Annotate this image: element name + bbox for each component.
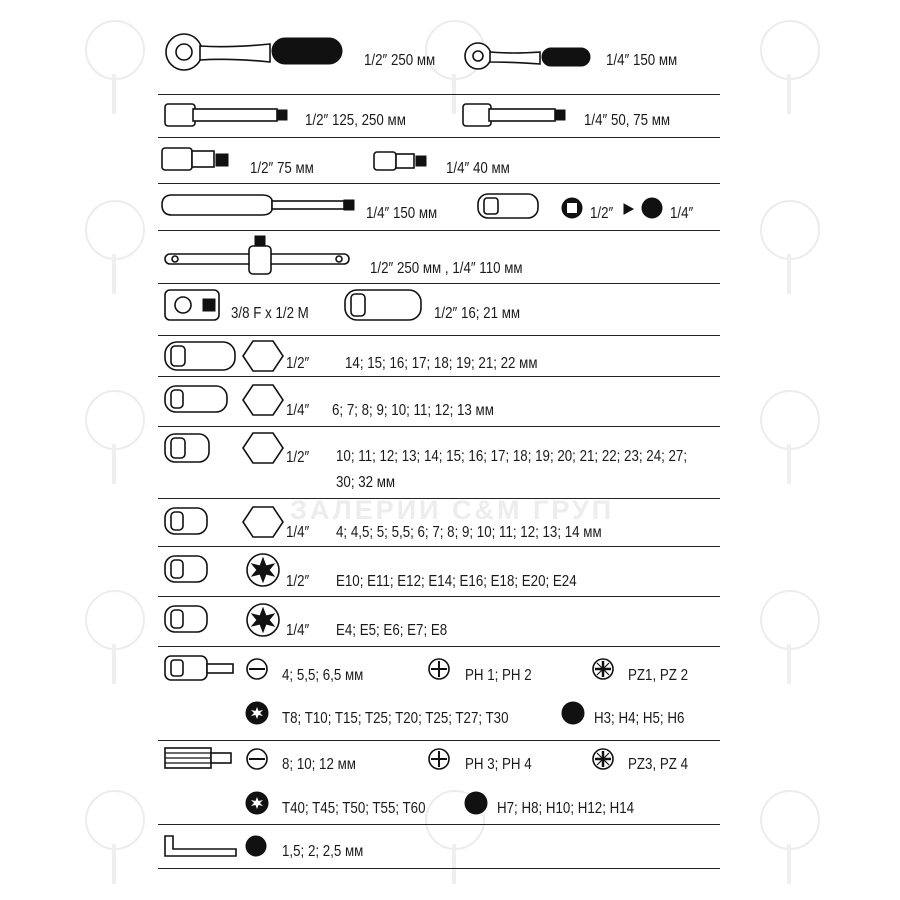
ratchet-small-icon xyxy=(462,40,602,80)
ratchet-large-label: 1/2″ 250 мм xyxy=(364,52,436,69)
pozidriv-long-bit-sizes: PZ3, PZ 4 xyxy=(628,756,689,773)
hex-key-sizes: 1,5; 2; 2,5 мм xyxy=(282,843,364,860)
spark-plug-socket-label: 1/2″ 16; 21 мм xyxy=(434,305,521,322)
socket-half-sizes: 10; 11; 12; 13; 14; 15; 16; 17; 18; 19; 20; 21; 22; 23; 24; 27; 30; 32 мм xyxy=(336,448,688,491)
socket-quarter-sizes: 4; 4,5; 5; 5,5; 6; 7; 8; 9; 10; 11; 12; 13; 14 мм xyxy=(336,524,602,541)
socket-half-icon xyxy=(165,432,285,468)
etorx-socket-half-icon xyxy=(165,554,285,590)
deep-socket-quarter-drive: 1/4″ xyxy=(286,402,310,419)
pozidriv-bit-sizes: PZ1, PZ 2 xyxy=(628,667,689,684)
universal-joint-large-icon xyxy=(162,146,242,176)
etorx-half-drive: 1/2″ xyxy=(286,573,310,590)
watermark-text: ЗАЛЕРИИ С&М ГРУП xyxy=(290,495,615,525)
torx-bit-sizes: T8; T10; T15; T25; T20; T25; T27; T30 xyxy=(282,710,509,727)
hex-key-icon xyxy=(162,834,242,860)
adaptor-from-label: 1/2″ xyxy=(590,205,614,222)
etorx-quarter-drive: 1/4″ xyxy=(286,622,310,639)
adaptor-to-label: 1/4″ xyxy=(670,205,694,222)
extension-small-label: 1/4″ 50, 75 мм xyxy=(584,112,671,129)
universal-joint-large-label: 1/2″ 75 мм xyxy=(250,160,314,177)
deep-socket-icon xyxy=(165,340,285,374)
watermark-logo xyxy=(85,390,145,450)
square-drive-icon xyxy=(562,198,586,222)
hex-key-end-icon xyxy=(246,836,270,860)
extension-large-label: 1/2″ 125, 250 мм xyxy=(305,112,406,129)
watermark-logo xyxy=(760,200,820,260)
spinner-handle-label: 1/4″ 150 мм xyxy=(366,205,438,222)
slotted-bit-sizes: 4; 5,5; 6,5 мм xyxy=(282,667,364,684)
slotted-long-bit-sizes: 8; 10; 12 мм xyxy=(282,756,356,773)
adaptor-label: 3/8 F x 1/2 M xyxy=(231,305,309,322)
deep-socket-small-icon xyxy=(165,384,285,418)
deep-socket-half-sizes: 14; 15; 16; 17; 18; 19; 21; 22 мм xyxy=(345,355,538,372)
socket-quarter-icon xyxy=(165,506,285,542)
row-bit-holder-divider xyxy=(158,646,720,741)
deep-socket-half-drive: 1/2″ xyxy=(286,355,310,372)
hex-bit-sizes: H3; H4; H5; H6 xyxy=(594,710,685,727)
torx-long-bit-sizes: T40; T45; T50; T55; T60 xyxy=(282,800,426,817)
spinner-handle-icon xyxy=(162,192,362,222)
deep-socket-quarter-sizes: 6; 7; 8; 9; 10; 11; 12; 13 мм xyxy=(332,402,494,419)
arrow-right-icon xyxy=(624,204,636,216)
socket-quarter-drive: 1/4″ xyxy=(286,524,310,541)
row-universal-joints xyxy=(158,137,720,184)
etorx-quarter-sizes: E4; E5; E6; E7; E8 xyxy=(336,622,448,639)
watermark-logo xyxy=(85,200,145,260)
watermark-logo xyxy=(760,590,820,650)
phillips-long-bit-sizes: PH 3; PH 4 xyxy=(465,756,532,773)
watermark-logo xyxy=(85,20,145,80)
socket-icon xyxy=(478,192,548,222)
slotted-long-bit-icon xyxy=(246,748,270,772)
adaptor-icon xyxy=(165,290,225,322)
watermark-logo xyxy=(760,790,820,850)
t-bar-label: 1/2″ 250 мм , 1/4″ 110 мм xyxy=(370,260,523,277)
torx-long-bit-icon xyxy=(246,792,270,816)
hex-long-bit-icon xyxy=(465,792,489,816)
universal-joint-small-icon xyxy=(374,150,434,176)
ratchet-small-label: 1/4″ 150 мм xyxy=(606,52,678,69)
pozidriv-long-bit-icon xyxy=(592,748,616,772)
row-hex-keys xyxy=(158,824,720,869)
watermark-logo xyxy=(85,790,145,850)
socket-half-drive: 1/2″ xyxy=(286,449,310,466)
hex-drive-icon xyxy=(642,198,666,222)
extension-large-icon xyxy=(165,102,305,132)
ratchet-large-icon xyxy=(160,32,360,82)
phillips-bit-sizes: PH 1; PH 2 xyxy=(465,667,532,684)
phillips-long-bit-icon xyxy=(428,748,452,772)
universal-joint-small-label: 1/4″ 40 мм xyxy=(446,160,510,177)
t-bar-icon xyxy=(165,236,355,276)
spark-plug-socket-icon xyxy=(345,290,429,324)
hex-long-bit-sizes: H7; H8; H10; H12; H14 xyxy=(497,800,635,817)
etorx-half-sizes: E10; E11; E12; E14; E16; E18; E20; E24 xyxy=(336,573,577,590)
watermark-logo xyxy=(760,390,820,450)
watermark-logo xyxy=(85,590,145,650)
extension-small-icon xyxy=(463,102,583,132)
watermark-logo xyxy=(760,20,820,80)
etorx-socket-quarter-icon xyxy=(165,604,285,640)
long-bit-icon xyxy=(165,748,237,772)
